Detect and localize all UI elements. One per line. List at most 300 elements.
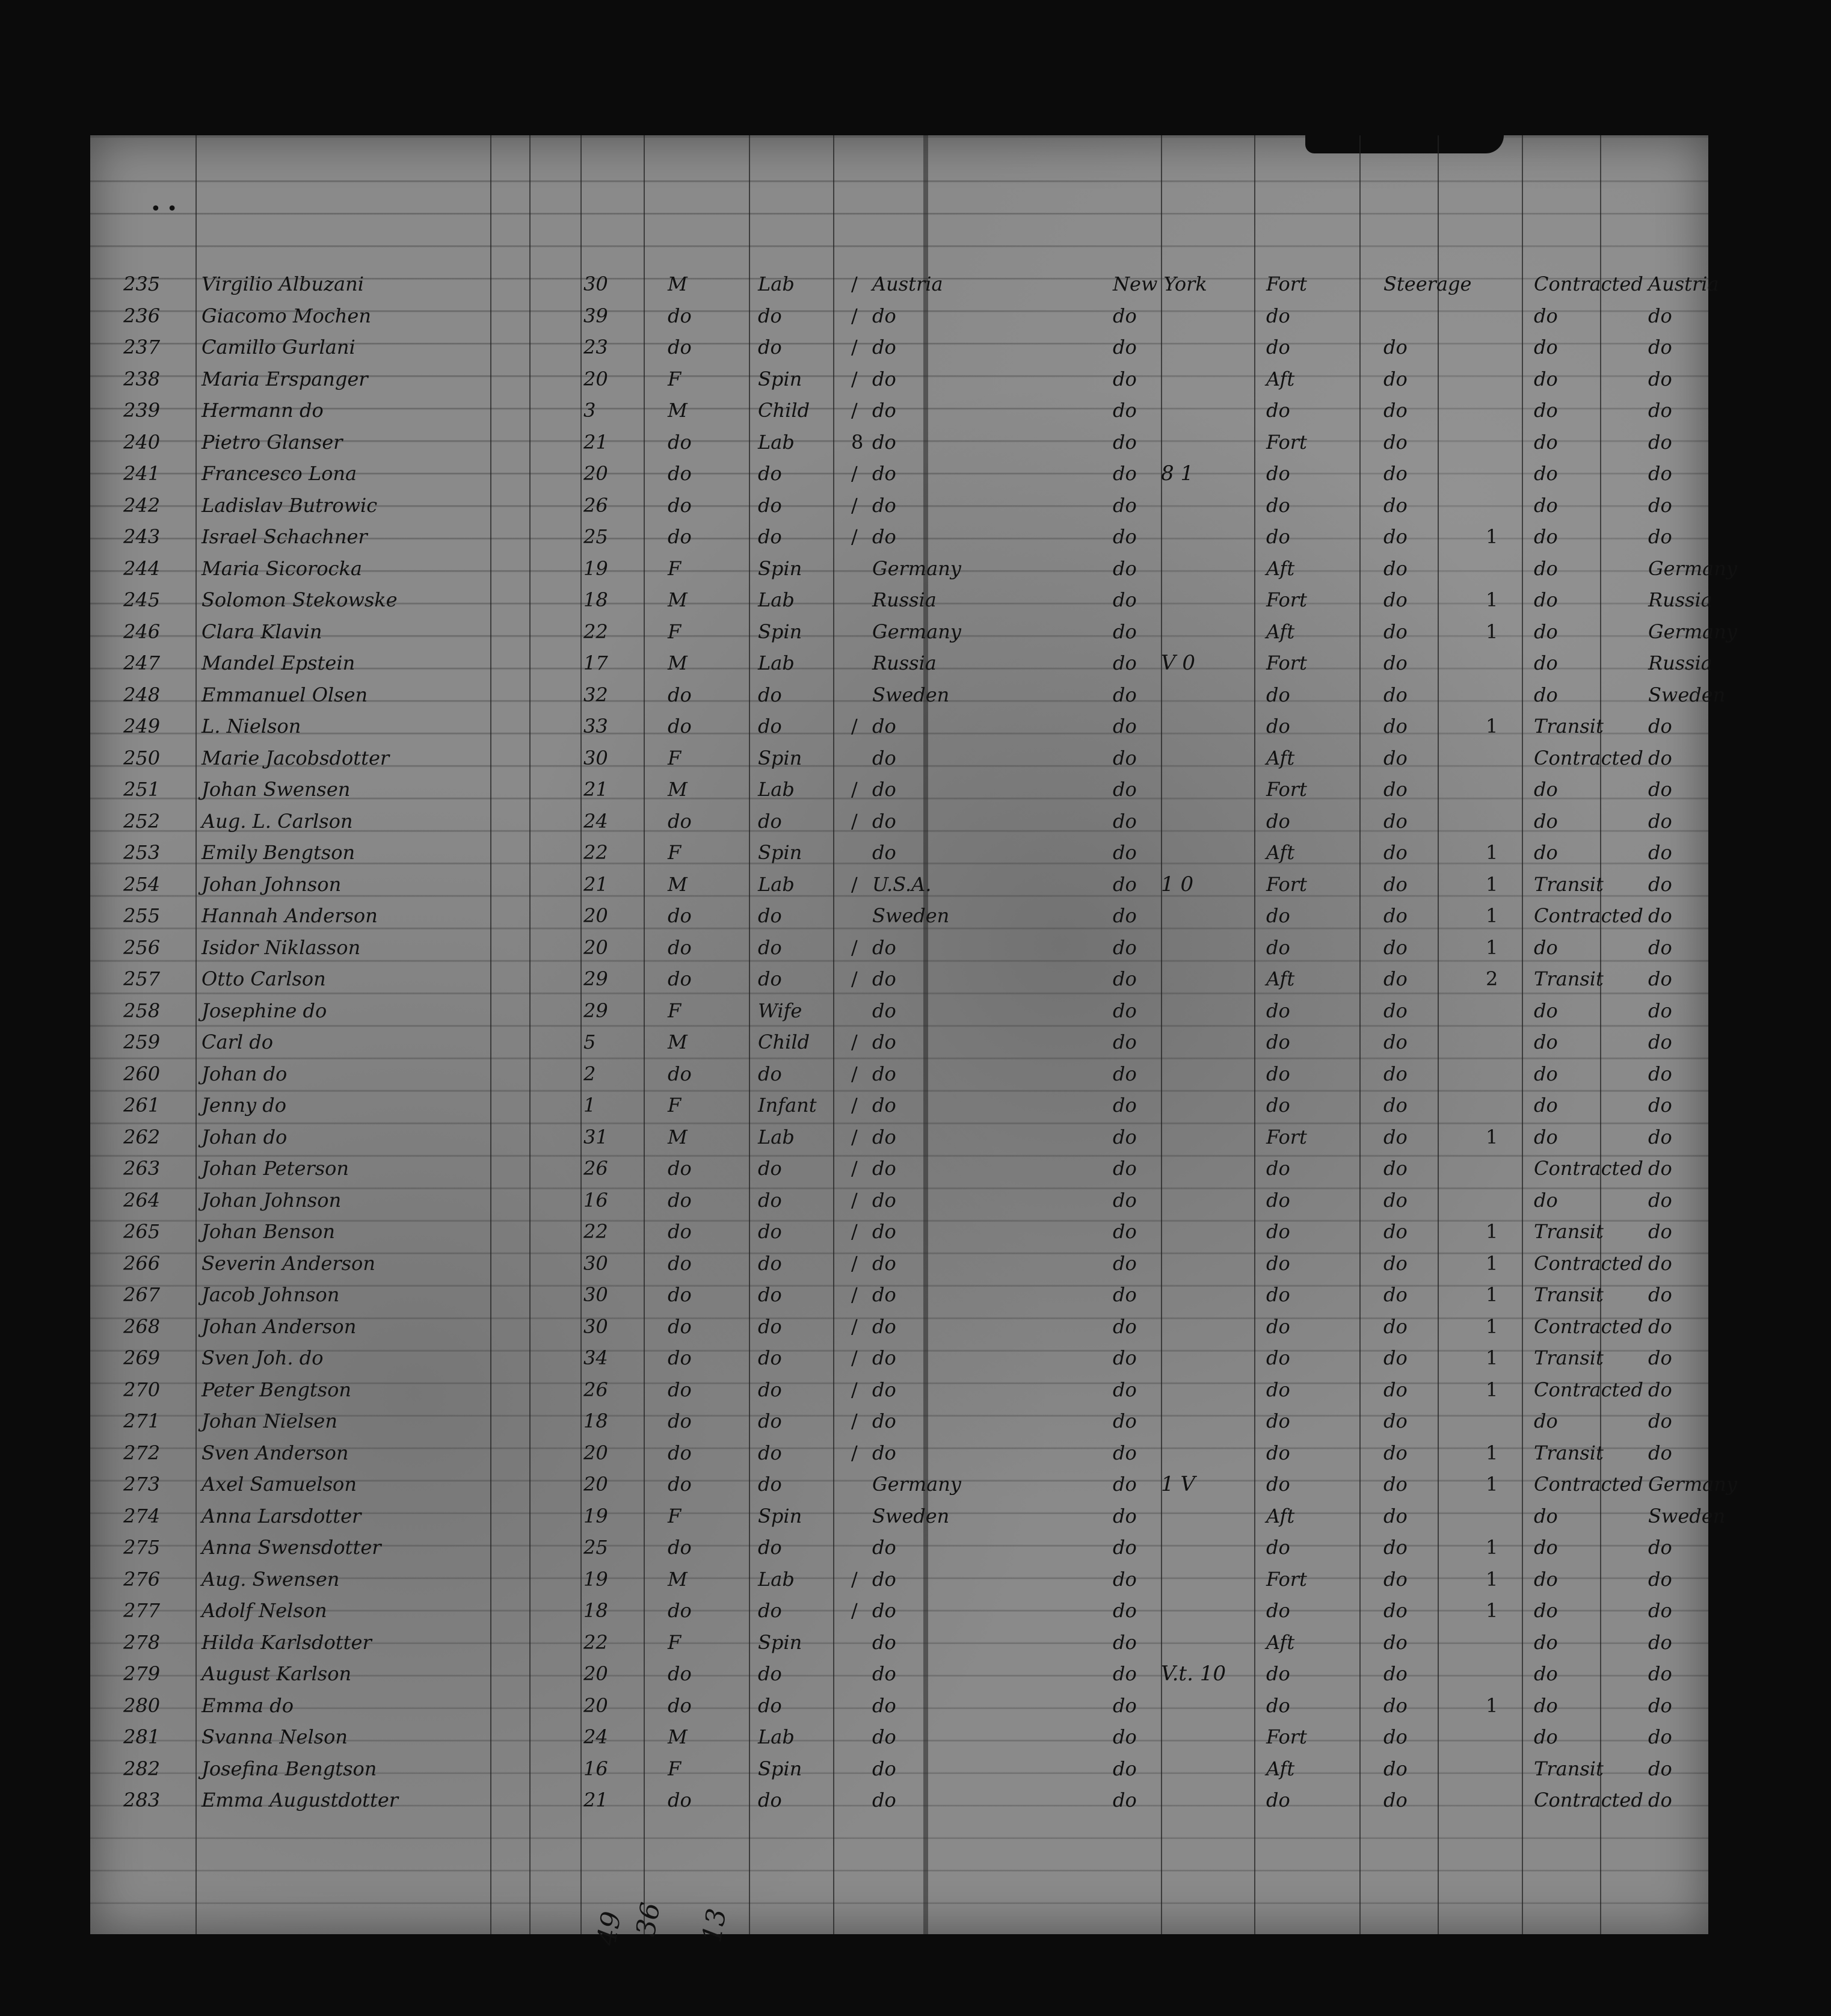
port: do bbox=[1113, 1378, 1137, 1401]
status: do bbox=[1534, 1599, 1558, 1622]
age: 18 bbox=[583, 1599, 608, 1622]
tick-mark bbox=[851, 1786, 863, 1814]
age: 16 bbox=[583, 1757, 608, 1780]
row-number: 235 bbox=[123, 273, 161, 295]
occupation: do bbox=[758, 1441, 782, 1464]
sex: do bbox=[668, 1473, 692, 1496]
row-number: 255 bbox=[123, 904, 161, 927]
table-row bbox=[90, 1437, 1708, 1468]
origin-country: do bbox=[872, 1630, 896, 1654]
port: do bbox=[1113, 904, 1137, 927]
tick-mark: / bbox=[851, 1283, 858, 1306]
count bbox=[1486, 1186, 1522, 1214]
class: do bbox=[1266, 1031, 1290, 1053]
origin-country: do bbox=[872, 1789, 896, 1811]
origin-country: do bbox=[872, 399, 896, 422]
tick-mark: / bbox=[851, 872, 858, 896]
count bbox=[1486, 460, 1522, 487]
sex: M bbox=[668, 1031, 688, 1053]
occupation: do bbox=[758, 1283, 782, 1306]
passenger-name: Johan Peterson bbox=[202, 1157, 349, 1180]
destination: do bbox=[1648, 904, 1672, 927]
class: Aft bbox=[1266, 367, 1295, 390]
age: 30 bbox=[583, 1315, 608, 1338]
occupation: do bbox=[758, 1789, 782, 1811]
status: Transit bbox=[1534, 1441, 1604, 1464]
sex: F bbox=[668, 1630, 682, 1654]
row-number: 242 bbox=[123, 493, 161, 517]
count bbox=[1486, 396, 1522, 424]
margin-note bbox=[1161, 1186, 1269, 1214]
occupation: do bbox=[758, 304, 782, 327]
berth: do bbox=[1383, 1725, 1408, 1748]
origin-country: do bbox=[872, 1599, 896, 1622]
status: do bbox=[1534, 1031, 1558, 1053]
margin-note bbox=[1161, 1597, 1269, 1624]
destination: do bbox=[1648, 1789, 1672, 1811]
origin-country: do bbox=[872, 430, 896, 454]
tick-mark: / bbox=[851, 525, 858, 548]
sex: M bbox=[668, 588, 688, 611]
berth: do bbox=[1383, 1473, 1408, 1496]
berth: do bbox=[1383, 1188, 1408, 1212]
port: do bbox=[1113, 1694, 1137, 1717]
count bbox=[1486, 744, 1522, 772]
passenger-name: Sven Anderson bbox=[202, 1441, 349, 1464]
origin-country: do bbox=[872, 1378, 896, 1401]
margin-note bbox=[1161, 365, 1269, 393]
table-row bbox=[90, 552, 1737, 584]
origin-country: do bbox=[872, 1441, 896, 1464]
count: 1 bbox=[1486, 1599, 1498, 1622]
status: Transit bbox=[1534, 1346, 1604, 1369]
passenger-name: Sven Joh. do bbox=[202, 1346, 324, 1369]
tick-mark: 8 bbox=[851, 430, 864, 454]
destination: do bbox=[1648, 1378, 1672, 1401]
age: 34 bbox=[583, 1346, 608, 1369]
berth: Steerage bbox=[1383, 273, 1472, 295]
margin-note bbox=[1161, 1313, 1269, 1340]
passenger-name: Johan Anderson bbox=[202, 1315, 357, 1338]
table-row bbox=[90, 615, 1737, 647]
tick-mark: / bbox=[851, 1599, 858, 1622]
status: do bbox=[1534, 936, 1558, 959]
passenger-name: Otto Carlson bbox=[202, 967, 326, 990]
age: 19 bbox=[583, 1567, 608, 1591]
passenger-name: Solomon Stekowske bbox=[202, 588, 398, 611]
count bbox=[1486, 1786, 1522, 1814]
age: 18 bbox=[583, 588, 608, 611]
sex: do bbox=[668, 1062, 692, 1085]
destination: do bbox=[1648, 1630, 1672, 1654]
table-row bbox=[90, 489, 1708, 520]
row-number: 250 bbox=[123, 746, 161, 769]
sex: do bbox=[668, 1441, 692, 1464]
sex: do bbox=[668, 1536, 692, 1559]
count: 1 bbox=[1486, 1567, 1498, 1591]
count: 1 bbox=[1486, 1315, 1498, 1338]
status: do bbox=[1534, 1567, 1558, 1591]
destination: do bbox=[1648, 746, 1672, 769]
status: do bbox=[1534, 1536, 1558, 1559]
sex: do bbox=[668, 1599, 692, 1622]
occupation: do bbox=[758, 809, 782, 833]
port: do bbox=[1113, 525, 1137, 548]
passenger-name: Adolf Nelson bbox=[202, 1599, 327, 1622]
status: do bbox=[1534, 1410, 1558, 1432]
row-number: 244 bbox=[123, 556, 161, 580]
torn-edge bbox=[1305, 135, 1504, 153]
age: 30 bbox=[583, 746, 608, 769]
table-row bbox=[90, 742, 1708, 773]
age: 29 bbox=[583, 999, 608, 1022]
passenger-name: Israel Schachner bbox=[202, 525, 368, 548]
berth: do bbox=[1383, 430, 1408, 454]
row-number: 237 bbox=[123, 336, 161, 359]
row-number: 262 bbox=[123, 1125, 161, 1148]
port: do bbox=[1113, 430, 1137, 454]
port: do bbox=[1113, 367, 1137, 390]
destination: do bbox=[1648, 1283, 1672, 1306]
margin-note bbox=[1161, 1344, 1269, 1372]
origin-country: Russia bbox=[872, 652, 937, 674]
count bbox=[1486, 997, 1522, 1025]
port: do bbox=[1113, 967, 1137, 990]
sex: M bbox=[668, 872, 688, 896]
table-row bbox=[90, 710, 1708, 741]
row-number: 254 bbox=[123, 872, 161, 896]
port: do bbox=[1113, 1251, 1137, 1275]
tally-a: 49 bbox=[591, 1909, 627, 1948]
margin-dots: • • bbox=[150, 199, 177, 220]
berth: do bbox=[1383, 715, 1408, 738]
row-number: 265 bbox=[123, 1220, 161, 1243]
passenger-name: Virgilio Albuzani bbox=[202, 273, 364, 295]
margin-note bbox=[1161, 270, 1269, 298]
sex: do bbox=[668, 1662, 692, 1685]
sex: F bbox=[668, 1757, 682, 1780]
margin-note bbox=[1161, 1565, 1269, 1593]
origin-country: do bbox=[872, 525, 896, 548]
row-number: 272 bbox=[123, 1441, 161, 1464]
class: do bbox=[1266, 304, 1290, 327]
class: do bbox=[1266, 1789, 1290, 1811]
count bbox=[1486, 1154, 1522, 1182]
class: do bbox=[1266, 1283, 1290, 1306]
margin-note bbox=[1161, 839, 1269, 866]
berth: do bbox=[1383, 399, 1408, 422]
berth: do bbox=[1383, 367, 1408, 390]
port: do bbox=[1113, 1062, 1137, 1085]
origin-country: Germany bbox=[872, 1473, 961, 1496]
sex: do bbox=[668, 1694, 692, 1717]
class: do bbox=[1266, 999, 1290, 1022]
destination: do bbox=[1648, 967, 1672, 990]
sex: do bbox=[668, 1789, 692, 1811]
table-row bbox=[90, 647, 1713, 678]
port: do bbox=[1113, 1346, 1137, 1369]
destination: do bbox=[1648, 1757, 1672, 1780]
origin-country: U.S.A. bbox=[872, 872, 932, 896]
class: Aft bbox=[1266, 746, 1295, 769]
sex: F bbox=[668, 1504, 682, 1527]
age: 21 bbox=[583, 872, 608, 896]
class: Fort bbox=[1266, 1567, 1307, 1591]
destination: do bbox=[1648, 430, 1672, 454]
status: do bbox=[1534, 1630, 1558, 1654]
berth: do bbox=[1383, 1346, 1408, 1369]
age: 21 bbox=[583, 430, 608, 454]
origin-country: do bbox=[872, 967, 896, 990]
class: Aft bbox=[1266, 1757, 1295, 1780]
table-row bbox=[90, 268, 1719, 299]
class: Fort bbox=[1266, 778, 1307, 801]
count bbox=[1486, 428, 1522, 456]
sex: M bbox=[668, 1567, 688, 1591]
port: do bbox=[1113, 1094, 1137, 1117]
port: do bbox=[1113, 1220, 1137, 1243]
age: 21 bbox=[583, 1789, 608, 1811]
row-number: 270 bbox=[123, 1378, 161, 1401]
berth: do bbox=[1383, 1410, 1408, 1432]
port: do bbox=[1113, 746, 1137, 769]
origin-country: do bbox=[872, 715, 896, 738]
table-row bbox=[90, 300, 1708, 331]
row-number: 248 bbox=[123, 683, 161, 706]
occupation: Spin bbox=[758, 620, 802, 643]
berth: do bbox=[1383, 1567, 1408, 1591]
class: Aft bbox=[1266, 556, 1295, 580]
age: 22 bbox=[583, 1630, 608, 1654]
table-row bbox=[90, 773, 1708, 804]
destination: Sweden bbox=[1648, 1504, 1726, 1527]
class: do bbox=[1266, 462, 1290, 485]
age: 32 bbox=[583, 683, 608, 706]
occupation: Lab bbox=[758, 872, 795, 896]
table-row bbox=[90, 1531, 1708, 1562]
table-row bbox=[90, 1310, 1708, 1342]
margin-note bbox=[1161, 1502, 1269, 1530]
tick-mark: / bbox=[851, 715, 858, 738]
status: do bbox=[1534, 1188, 1558, 1212]
age: 20 bbox=[583, 1662, 608, 1685]
row-number: 277 bbox=[123, 1599, 161, 1622]
class: do bbox=[1266, 904, 1290, 927]
status: do bbox=[1534, 367, 1558, 390]
margin-note bbox=[1161, 1281, 1269, 1309]
destination: do bbox=[1648, 1410, 1672, 1432]
tick-mark bbox=[851, 839, 863, 866]
occupation: do bbox=[758, 715, 782, 738]
port: do bbox=[1113, 462, 1137, 485]
row-number: 261 bbox=[123, 1094, 161, 1117]
table-row bbox=[90, 1184, 1708, 1215]
port: do bbox=[1113, 1630, 1137, 1654]
margin-note: 1 V bbox=[1161, 1472, 1195, 1496]
tick-mark: / bbox=[851, 809, 858, 833]
age: 24 bbox=[583, 809, 608, 833]
row-number: 283 bbox=[123, 1789, 161, 1811]
status: do bbox=[1534, 336, 1558, 359]
berth: do bbox=[1383, 588, 1408, 611]
margin-note: 1 0 bbox=[1161, 872, 1194, 896]
table-row bbox=[90, 1784, 1708, 1815]
table-row bbox=[90, 1342, 1708, 1373]
occupation: Lab bbox=[758, 652, 795, 674]
status: do bbox=[1534, 683, 1558, 706]
occupation: Spin bbox=[758, 1757, 802, 1780]
table-row bbox=[90, 457, 1708, 489]
row-number: 245 bbox=[123, 588, 161, 611]
margin-note bbox=[1161, 744, 1269, 772]
table-row bbox=[90, 394, 1708, 425]
port: do bbox=[1113, 841, 1137, 864]
count bbox=[1486, 270, 1522, 298]
port: do bbox=[1113, 1504, 1137, 1527]
count bbox=[1486, 681, 1522, 709]
origin-country: do bbox=[872, 1694, 896, 1717]
origin-country: Germany bbox=[872, 556, 961, 580]
status: do bbox=[1534, 1125, 1558, 1148]
table-row bbox=[90, 931, 1708, 963]
berth bbox=[1383, 302, 1438, 330]
class: do bbox=[1266, 1536, 1290, 1559]
tick-mark bbox=[851, 902, 863, 929]
passenger-name: Emma Augustdotter bbox=[202, 1789, 399, 1811]
berth: do bbox=[1383, 936, 1408, 959]
sex: M bbox=[668, 1125, 688, 1148]
status: do bbox=[1534, 430, 1558, 454]
class: do bbox=[1266, 1599, 1290, 1622]
passenger-name: Ladislav Butrowic bbox=[202, 493, 378, 517]
port: do bbox=[1113, 399, 1137, 422]
port: do bbox=[1113, 336, 1137, 359]
passenger-name: Johan Johnson bbox=[202, 1188, 342, 1212]
row-number: 269 bbox=[123, 1346, 161, 1369]
destination: do bbox=[1648, 1031, 1672, 1053]
age: 26 bbox=[583, 1157, 608, 1180]
destination: do bbox=[1648, 778, 1672, 801]
occupation: Lab bbox=[758, 430, 795, 454]
class: do bbox=[1266, 1410, 1290, 1432]
tick-mark bbox=[851, 1534, 863, 1561]
tick-mark bbox=[851, 997, 863, 1025]
destination: do bbox=[1648, 525, 1672, 548]
row-number: 246 bbox=[123, 620, 161, 643]
age: 17 bbox=[583, 652, 608, 674]
port: do bbox=[1113, 1536, 1137, 1559]
passenger-name: Clara Klavin bbox=[202, 620, 322, 643]
occupation: do bbox=[758, 1378, 782, 1401]
row-number: 236 bbox=[123, 304, 161, 327]
sex: do bbox=[668, 493, 692, 517]
tick-mark: / bbox=[851, 304, 858, 327]
port: do bbox=[1113, 872, 1137, 896]
tick-mark: / bbox=[851, 1031, 858, 1053]
class: do bbox=[1266, 1346, 1290, 1369]
age: 20 bbox=[583, 904, 608, 927]
margin-note bbox=[1161, 428, 1269, 456]
row-number: 267 bbox=[123, 1283, 161, 1306]
berth: do bbox=[1383, 1283, 1408, 1306]
port: do bbox=[1113, 936, 1137, 959]
status: do bbox=[1534, 1062, 1558, 1085]
passenger-name: Josefina Bengtson bbox=[202, 1757, 377, 1780]
status: do bbox=[1534, 999, 1558, 1022]
passenger-name: Hilda Karlsdotter bbox=[202, 1630, 372, 1654]
destination: do bbox=[1648, 1662, 1672, 1685]
table-row bbox=[90, 1721, 1708, 1752]
port: do bbox=[1113, 778, 1137, 801]
berth: do bbox=[1383, 967, 1408, 990]
count bbox=[1486, 1028, 1522, 1056]
count bbox=[1486, 1723, 1522, 1751]
berth: do bbox=[1383, 1662, 1408, 1685]
count bbox=[1486, 333, 1522, 361]
age: 33 bbox=[583, 715, 608, 738]
margin-note bbox=[1161, 1407, 1269, 1435]
tally-c: 13 bbox=[697, 1906, 733, 1945]
berth: do bbox=[1383, 683, 1408, 706]
sex: do bbox=[668, 1251, 692, 1275]
class: do bbox=[1266, 399, 1290, 422]
origin-country: do bbox=[872, 1251, 896, 1275]
table-row bbox=[90, 899, 1708, 931]
destination: Germany bbox=[1648, 1473, 1737, 1496]
sex: F bbox=[668, 556, 682, 580]
occupation: do bbox=[758, 967, 782, 990]
destination: do bbox=[1648, 462, 1672, 485]
occupation: do bbox=[758, 1410, 782, 1432]
class: do bbox=[1266, 1220, 1290, 1243]
table-row bbox=[90, 1058, 1708, 1089]
table-row bbox=[90, 1468, 1737, 1499]
count: 1 bbox=[1486, 715, 1498, 738]
age: 26 bbox=[583, 493, 608, 517]
berth: do bbox=[1383, 1789, 1408, 1811]
port: New York bbox=[1113, 273, 1207, 295]
sex: do bbox=[668, 683, 692, 706]
berth: do bbox=[1383, 1441, 1408, 1464]
destination: Russia bbox=[1648, 588, 1713, 611]
origin-country: do bbox=[872, 304, 896, 327]
berth: do bbox=[1383, 1378, 1408, 1401]
passenger-name: Giacomo Mochen bbox=[202, 304, 371, 327]
class: Fort bbox=[1266, 430, 1307, 454]
count bbox=[1486, 649, 1522, 677]
tick-mark: / bbox=[851, 273, 858, 295]
berth: do bbox=[1383, 1157, 1408, 1180]
passenger-name: Aug. L. Carlson bbox=[202, 809, 353, 833]
class: do bbox=[1266, 1662, 1290, 1685]
status: do bbox=[1534, 556, 1558, 580]
class: do bbox=[1266, 1441, 1290, 1464]
sex: F bbox=[668, 367, 682, 390]
count bbox=[1486, 807, 1522, 835]
class: Aft bbox=[1266, 1504, 1295, 1527]
passenger-name: Emma do bbox=[202, 1694, 294, 1717]
sex: do bbox=[668, 430, 692, 454]
occupation: do bbox=[758, 462, 782, 485]
row-number: 243 bbox=[123, 525, 161, 548]
passenger-name: Johan do bbox=[202, 1062, 288, 1085]
port: do bbox=[1113, 809, 1137, 833]
sex: M bbox=[668, 273, 688, 295]
occupation: Child bbox=[758, 399, 810, 422]
table-row bbox=[90, 363, 1708, 394]
passenger-name: Svanna Nelson bbox=[202, 1725, 348, 1748]
row-number: 247 bbox=[123, 652, 161, 674]
